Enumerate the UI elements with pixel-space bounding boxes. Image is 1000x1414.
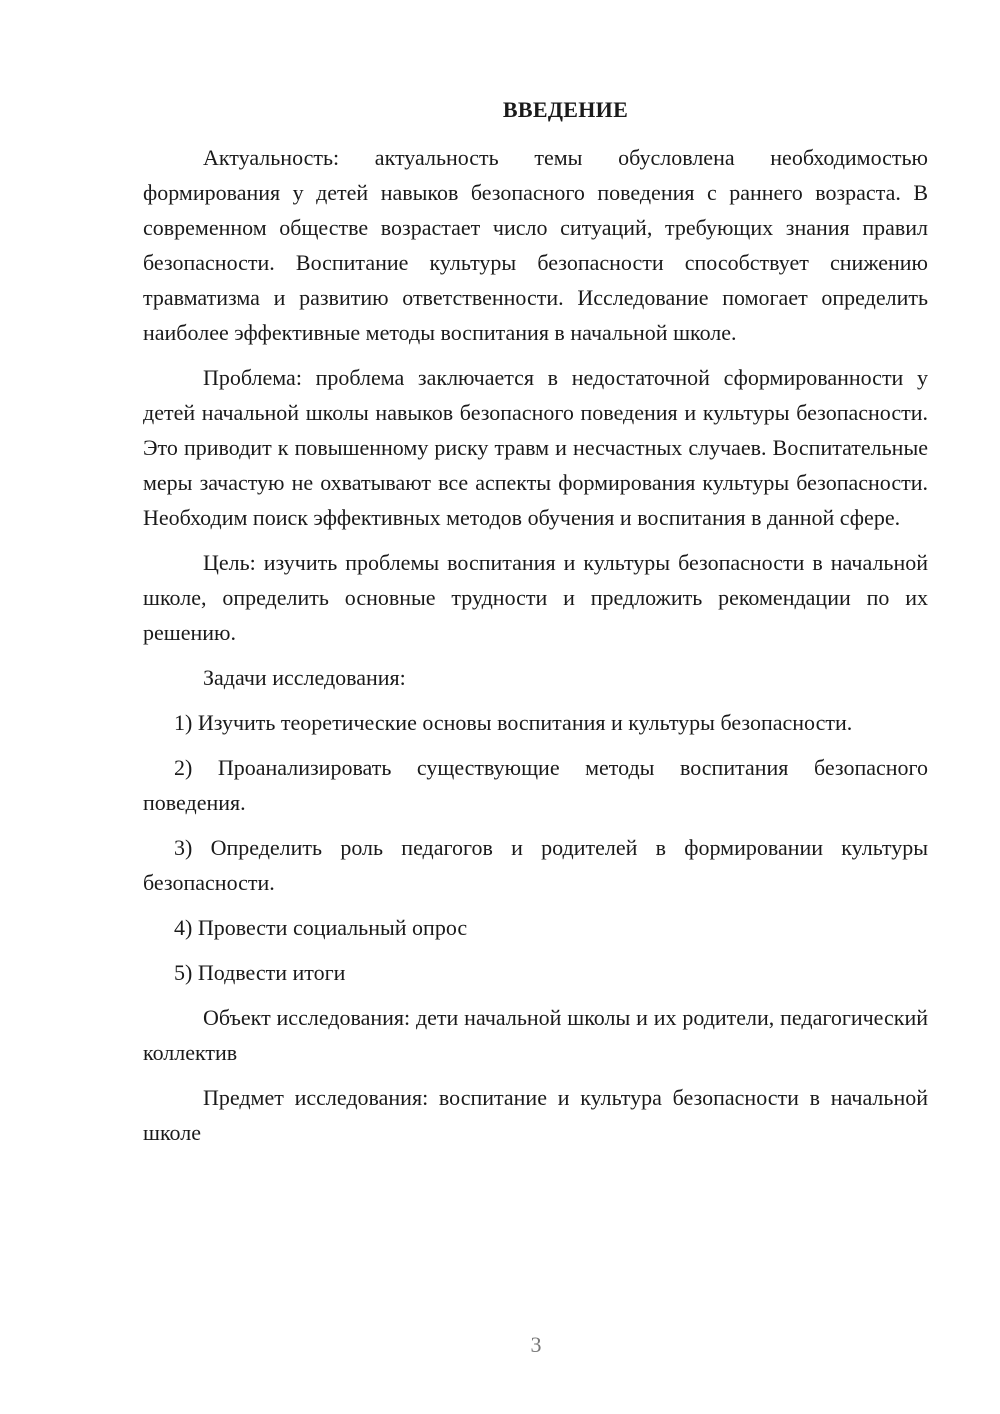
task-item: 1) Изучить теоретические основы воспитания и культуры безопасности.	[174, 710, 853, 735]
task-item: 5) Подвести итоги	[174, 960, 346, 985]
relevance-paragraph: Актуальность: актуальность темы обусловлена необходимостью формирования у детей навыков безопасного поведения с раннего возраста. В современном обществе возрастает число ситуаций, требующих знания правил безопасности. Воспитание культуры безопасности способствует снижению травматизма и развитию ответственности. Исследование помогает определить наиболее эффективные методы воспитания в начальной школе.	[143, 145, 928, 345]
page-content	[143, 94, 928, 1160]
research-subject-paragraph: Предмет исследования: воспитание и культура безопасности в начальной школе	[143, 1085, 928, 1145]
goal-paragraph: Цель: изучить проблемы воспитания и культуры безопасности в начальной школе, определить основные трудности и предложить рекомендации по их решению.	[143, 550, 928, 645]
task-item: 4) Провести социальный опрос	[174, 915, 468, 940]
tasks-heading: Задачи исследования:	[203, 665, 406, 690]
task-item: 2) Проанализировать существующие методы воспитания безопасного поведения.	[143, 755, 928, 815]
research-object-paragraph: Объект исследования: дети начальной школы и их родители, педагогический коллектив	[143, 1005, 928, 1065]
section-title: ВВЕДЕНИЕ	[502, 97, 629, 122]
task-item: 3) Определить роль педагогов и родителей в формировании культуры безопасности.	[143, 835, 928, 895]
problem-paragraph: Проблема: проблема заключается в недостаточной сформированности у детей начальной школы навыков безопасного поведения и культуры безопасности. Это приводит к повышенному риску травм и несчастных случаев. Воспитательные меры зачастую не охватывают все аспекты формирования культуры безопасности. Необходим поиск эффективных методов обучения и воспитания в данной сфере.	[143, 365, 928, 530]
page-number: 3	[530, 1332, 542, 1357]
